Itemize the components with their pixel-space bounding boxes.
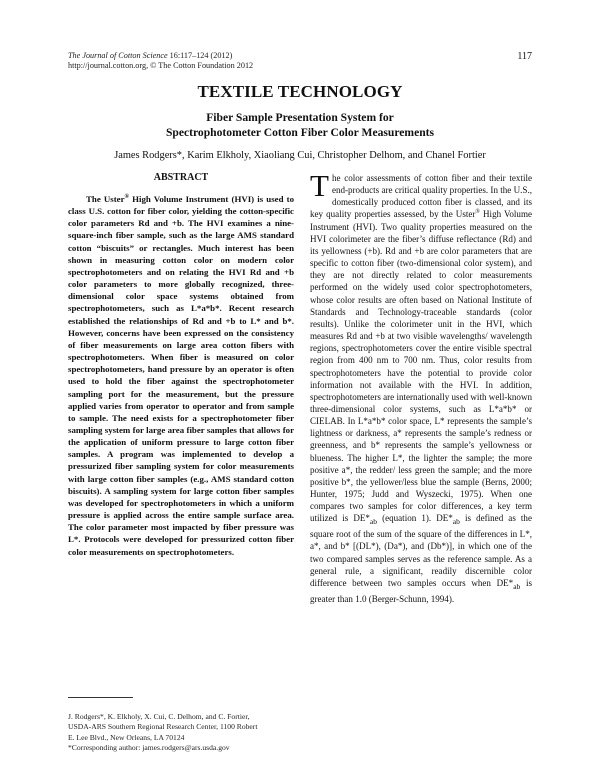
footnote-corresponding-author: *Corresponding author: james.rodgers@ars.usda.gov <box>68 742 230 752</box>
introduction-text <box>310 168 533 605</box>
abstract-text <box>68 193 294 558</box>
subscript-ab: ab <box>513 581 521 591</box>
page-number: 117 <box>517 51 532 62</box>
abstract-heading: ABSTRACT <box>153 172 209 183</box>
paper-title-line-1: Fiber Sample Presentation System for <box>206 111 394 124</box>
subscript-ab: ab <box>452 517 460 527</box>
footnote-line-1: J. Rodgers*, K. Elkholy, X. Cui, C. Delhom, and C. Fortier, <box>68 712 250 721</box>
journal-name: The Journal of Cotton Science <box>68 51 168 60</box>
drop-cap-letter: T <box>310 168 329 203</box>
paper-title-line-2: Spectrophotometer Cotton Fiber Color Measurements <box>165 126 435 139</box>
abstract-text-rest: High Volume Instrument (HVI) is used to class U.S. cotton for fiber color, yielding the cotton-specific color parameters Rd and +b. The HVI examines a nine-square-inch fiber sample, such as the large AMS standard cotton “biscuits” or rectangles. Much interest has been shown in measuring cotton color on modern color spectrophotometers and on relating the HVI Rd and +b color parameters to more globally recognized, three-dimensional color space systems obtained from spectrophotometers, such as L*a*b*. Recent research established the relationships of Rd and +b to L* and b*. However, concerns have been expressed on the consistency of fiber measurements on large area cotton fibers with spectrophotometers. When fiber is measured on color spectrophotometers, hand pressure by an operator is often used to hold the fiber against the spectrophotometer sampling port for the measurement, but the pressure applied varies from operator to operator and from sample to sample. The need exists for a spectrophotometer fiber sampling system for large area fiber samples that allows for the application of uniform pressure to large cotton fiber samples. A program was implemented to develop a pressurized fiber sampling system for color measurements with large cotton fiber samples (e.g., AMS standard cotton biscuits). A sampling system for large cotton fiber samples was developed for spectrophotometers in which a uniform pressure is applied across the entire sample surface area. The color parameter most impacted by fiber pressure was L*. Protocols were developed for pressurized cotton fiber color measurements on spectrophotometers. <box>68 194 294 557</box>
author-affiliation-footnote <box>68 712 300 753</box>
introduction-part-1: he color assessments of cotton fiber and their textile end-products are critical quality properties. In the U.S., domestically produced cotton fiber is classed, and its key quality properties assessed, by the Uster <box>310 173 532 220</box>
registered-mark: ® <box>124 194 129 201</box>
journal-url: http://journal.cotton.org, © The Cotton Foundation 2012 <box>68 61 254 70</box>
section-title: TEXTILE TECHNOLOGY <box>197 82 403 101</box>
footnote-line-3: E. Lee Blvd., New Orleans, LA 70124 <box>68 732 185 742</box>
footnote-divider <box>68 697 133 698</box>
journal-citation <box>68 51 232 61</box>
paper-title <box>0 110 600 140</box>
introduction-part-3: (equation 1). DE* <box>377 513 453 524</box>
registered-mark: ® <box>475 209 480 216</box>
journal-volume-pages: 16:117–124 (2012) <box>167 51 233 60</box>
subscript-ab: ab <box>369 517 378 527</box>
introduction-part-2: High Volume Instrument (HVI). Two quality properties measured on the HVI colorimeter are the fiber’s diffuse reflectance (Rd) and its yellowness (+b). Rd and +b are color parameters that are specific to cotton fiber (two-dimensional color system), and they are not directly related to color measurements performed on the widely used color spectrophotometers, whose color results are often based on National Institute of Standards and Technology-traceable standards (color results). Unlike the colorimeter unit in the HVI, which measures Rd and +b at two visible wavelengths/ wavelength regions, spectrophotometers cover the entire visible spectral region from 400 nm to 700 nm. Thus, color results from spectrophotometers have the potential to provide color information not available with the HVI. In addition, spectrophotometers are internationally used with well-known three-dimensional color systems, such as L*a*b* or CIELAB. In L*a*b* color space, L* represents the sample’s lightness or darkness, a* represents the sample’s redness or greenness, and b* represents the sample’s yellowness or blueness. The higher L*, the lighter the sample; the more positive a*, the redder/ less green the sample; and the more positive b*, the yellower/less blue the sample (Berns, 2000; Hunter, 1975; Judd and Wyszecki, 1975). When one compares two samples for color differences, a key term utilized is DE* <box>310 209 532 524</box>
introduction-part-5: is greater than 1.0 (Berger-Schunn, 1994). <box>310 577 533 604</box>
introduction-part-4: is defined as the square root of the sum of the square of the differences in L*, a*, and b* [(DL*), (Da*), and (Db*)], in which one of the two compared samples serves as the reference sample. As a general rule, a significant, readily discernible color difference between two samples occurs when DE* <box>310 513 532 588</box>
footnote-line-2: USDA-ARS Southern Regional Research Center, 1100 Robert <box>68 722 258 732</box>
abstract-text-start: The Uster <box>86 194 125 204</box>
author-list: James Rodgers*, Karim Elkholy, Xiaoliang Cui, Christopher Delhom, and Chanel Fortier <box>114 150 486 161</box>
